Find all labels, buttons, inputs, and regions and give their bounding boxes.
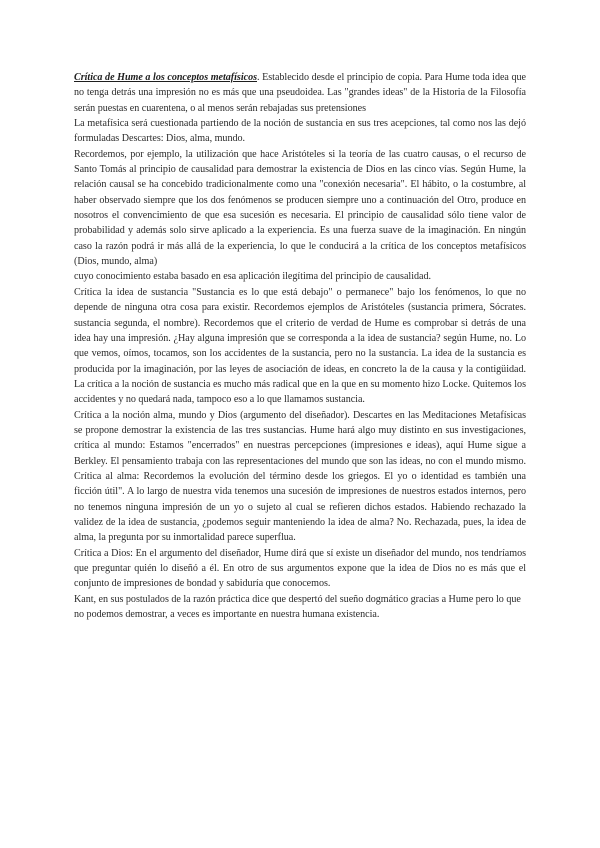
paragraph-intro [74, 70, 526, 116]
paragraph-causality: Recordemos, por ejemplo, la utilización que hace Aristóteles si la teoría de las cuatro causas, o el recurso de Santo Tomás al principio de causalidad para demostrar la existencia de Dios en las cinco vías. Según Hume, la relación causal se ha concebido tradicionalmente como una "conexión necesaria". El hábito, o la costumbre, al haber observado siempre que los dos fenómenos se producen siempre uno a continuación del Otro, produce en nosotros el convencimiento de que esa sucesión es necesaria. El principio de causalidad sólo tiene valor de probabilidad y además solo sirve aplicado a la experiencia. Es una fuerza suave de la imaginación. En ningún caso la razón podrá ir más allá de la experiencia, lo que le conducirá a la crítica de los conceptos metafísicos (Dios, mundo, alma) [74, 148, 526, 268]
paragraph-kant: Kant, en sus postulados de la razón práctica dice que despertó del sueño dogmático gracias a Hume pero lo que no podemos demostrar, a veces es importante en nuestra humana existencia. [74, 593, 521, 621]
paragraph-soul-world-god-critique: Crítica a la noción alma, mundo y Dios (argumento del diseñador). Descartes en las Meditaciones Metafísicas se propone demostrar la existencia de las tres sustancias. Hume hará algo muy distinto en sus investigaciones, crítica al mundo: Estamos "encerrados" en nuestras percepciones (impresiones e ideas), aquí Hume sigue a Berkley. El pensamiento trabaja con las representaciones del mundo que son las ideas, no con el mundo mismo. Crítica al alma: Recordemos la evolución del término desde los griegos. El yo o identidad es también una ficción útil". A lo largo de nuestra vida tenemos una sucesión de impresiones de nuestros estados internos, pero no tenemos ninguna impresión de un yo o sujeto al cual se refieren dichos estados. Habiendo rechazado la validez de la idea de sustancia, ¿podemos seguir manteniendo la idea de alma? No. Rechazada, pues, la idea de alma, la pregunta por su inmortalidad parece superflua. [74, 409, 526, 544]
document-page [74, 70, 526, 622]
paragraph-metaphysics: La metafísica será cuestionada partiendo de la noción de sustancia en sus tres acepciones, tal como nos las dejó formuladas Descartes: Dios, alma, mundo. [74, 118, 526, 145]
section-heading: Crítica de Hume a los conceptos metafísicos [74, 72, 258, 83]
paragraph-substance-critique: Crítica la idea de sustancia "Sustancia es lo que está debajo" o permanece" bajo los fenómenos, lo que no depende de ninguna otra cosa para existir. Recordemos ejemplos de Aristóteles (sustancia primera, Sócrates. sustancia segunda, el nombre). Recordemos que el criterio de verdad de Hume es comprobar si detrás de una idea hay una impresión. ¿Hay alguna impresión que se corresponda a la idea de sustancia? según Hume, no. Lo que vemos, oímos, tocamos, son los accidentes de la sustancia, pero no la sustancia. La idea de la sustancia es producida por la imaginación, por las leyes de asociación de ideas, en concreto la de la causa y la contigüidad. La crítica a la noción de sustancia es mucho más radical que en la que en su momento hizo Locke. Quitemos los accidentes y no quedará nada, tampoco eso a lo que llamamos sustancia. [74, 286, 526, 406]
paragraph-intro-text: . Establecido desde el principio de copia. Para Hume toda idea que no tenga detrás una impresión no es más que una pseudoidea. Las "grandes ideas" de la Historia de la Filosofía serán puestas en cuarentena, o al menos serán rebajadas sus pretensiones [74, 72, 526, 114]
paragraph-god-critique: Crítica a Dios: En el argumento del diseñador, Hume dirá que sí existe un diseñador del mundo, nos tendríamos que preguntar quién lo diseñó a él. En otro de sus argumentos expone que la idea de Dios no es más que el conjunto de impresiones de bondad y sabiduría que conocemos. [74, 547, 526, 590]
paragraph-causality-continued: cuyo conocimiento estaba basado en esa aplicación ilegítima del principio de causalidad. [74, 271, 431, 283]
